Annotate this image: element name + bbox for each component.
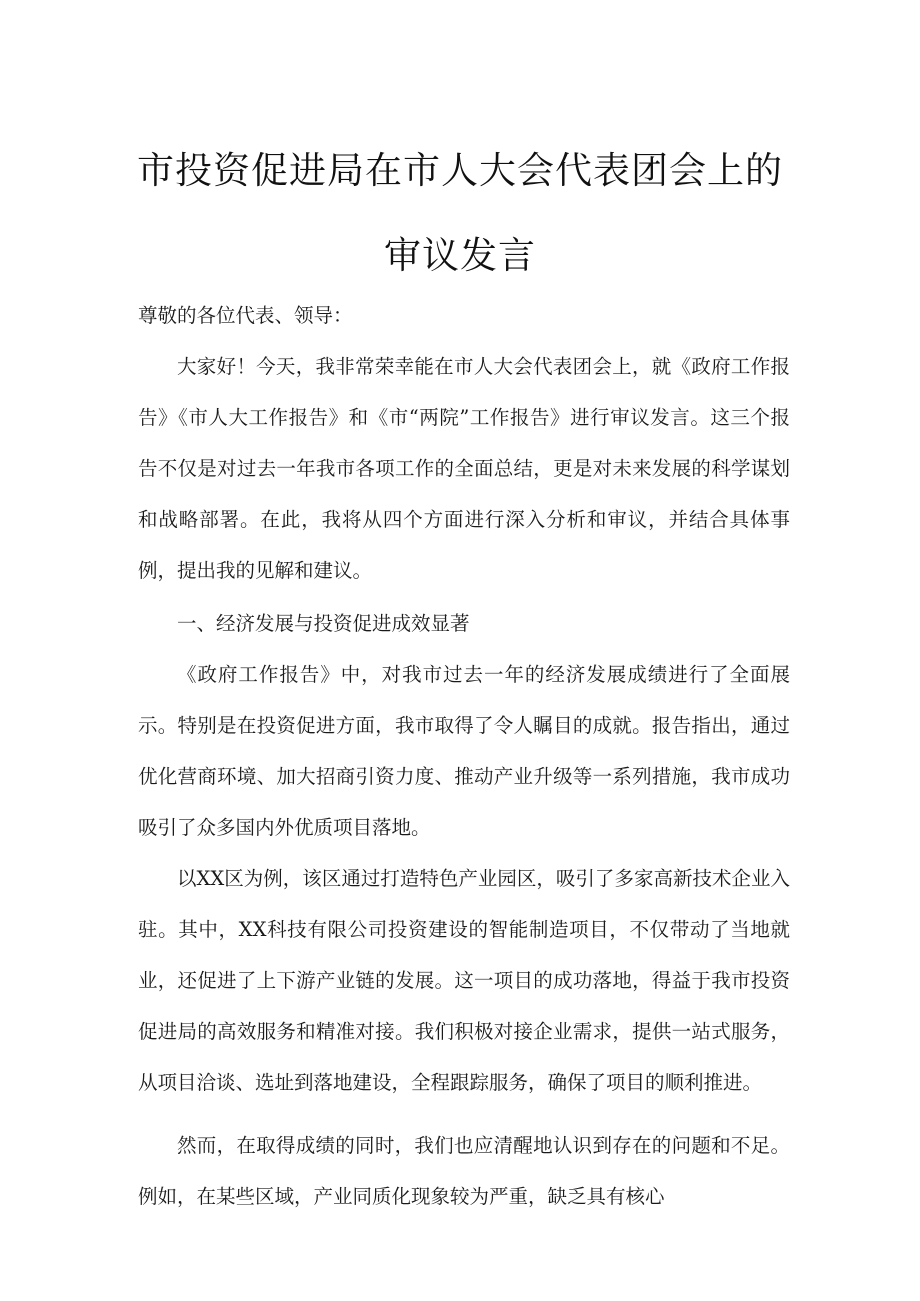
paragraph-problems: 然而，在取得成绩的同时，我们也应清醒地认识到存在的问题和不足。例如，在某些区域，产业同质化现象较为严重，缺乏具有核心 [138, 1134, 790, 1208]
document-body [138, 290, 790, 1222]
document-title-line-1: 市投资促进局在市人大会代表团会上的 [137, 149, 783, 192]
salutation: 尊敬的各位代表、领导： [138, 304, 353, 327]
section-heading-1: 一、经济发展与投资促进成效显著 [177, 612, 470, 635]
paragraph-example: 以XX区为例，该区通过打造特色产业园区，吸引了多家高新技术企业入驻。其中，XX科技有限公司投资建设的智能制造项目，不仅带动了当地就业，还促进了上下游产业链的发展。这一项目的成功落地，得益于我市投资促进局的高效服务和精准对接。我们积极对接企业需求，提供一站式服务，从项目洽谈、选址到落地建设，全程跟踪服务，确保了项目的顺利推进。 [138, 867, 790, 1094]
paragraph-report-summary: 《政府工作报告》中，对我市过去一年的经济发展成绩进行了全面展示。特别是在投资促进方面，我市取得了令人瞩目的成就。报告指出，通过优化营商环境、加大招商引资力度、推动产业升级等一系列措施，我市成功吸引了众多国内外优质项目落地。 [138, 663, 790, 839]
document-title-line-2: 审议发言 [384, 234, 536, 277]
paragraph-intro: 大家好！今天，我非常荣幸能在市人大会代表团会上，就《政府工作报告》《市人大工作报告》和《市“两院”工作报告》进行审议发言。这三个报告不仅是对过去一年我市各项工作的全面总结，更是对未来发展的科学谋划和战略部署。在此，我将从四个方面进行深入分析和审议，并结合具体事例，提出我的见解和建议。 [138, 355, 790, 582]
